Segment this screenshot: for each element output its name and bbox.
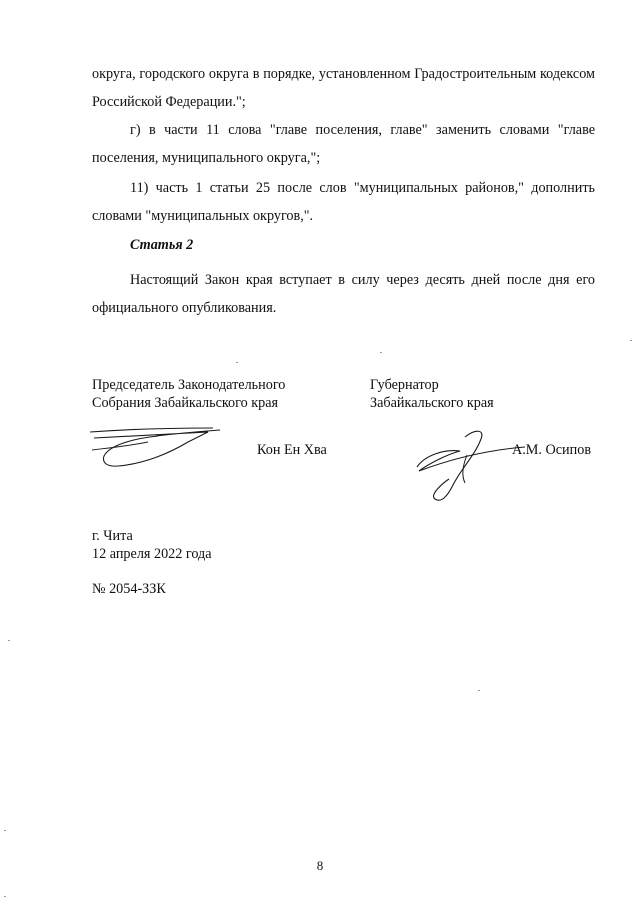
scan-speck [4,830,6,831]
left-signature-icon [88,420,223,470]
page-number: 8 [316,858,324,873]
scan-speck [630,340,632,341]
left-signatory-title [92,376,285,412]
paragraph-continuation: округа, городского округа в порядке, установленном Градостроительным кодексом Российской Федерации."; [92,66,595,110]
article-heading: Статья 2 [130,237,194,253]
left-title-line2: Собрания Забайкальского края [92,395,279,411]
scan-speck [4,896,6,897]
article-text: Настоящий Закон края вступает в силу через десять дней после дня его официального опубликования. [92,272,595,316]
footer-city: г. Чита [92,528,133,544]
paragraph-item-g: г) в части 11 слова "главе поселения, главе" заменить словами "главе поселения, муниципального округа,"; [92,122,595,166]
paragraph-item-11: 11) часть 1 статьи 25 после слов "муниципальных районов," дополнить словами "муниципальных округов,". [92,180,595,224]
right-signature-icon [405,425,535,510]
scan-speck [478,690,480,691]
left-signatory-name: Кон Ен Хва [257,442,327,458]
scan-speck [380,352,382,353]
right-title-line1: Губернатор [370,377,439,393]
scan-speck [8,640,10,641]
footer-date: 12 апреля 2022 года [92,546,212,562]
right-title-line2: Забайкальского края [370,395,494,411]
footer-number: № 2054-ЗЗК [92,581,166,597]
right-signatory-title [370,376,494,412]
left-title-line1: Председатель Законодательного [92,377,286,393]
scan-speck [236,362,238,363]
right-signatory-name: А.М. Осипов [512,442,592,458]
